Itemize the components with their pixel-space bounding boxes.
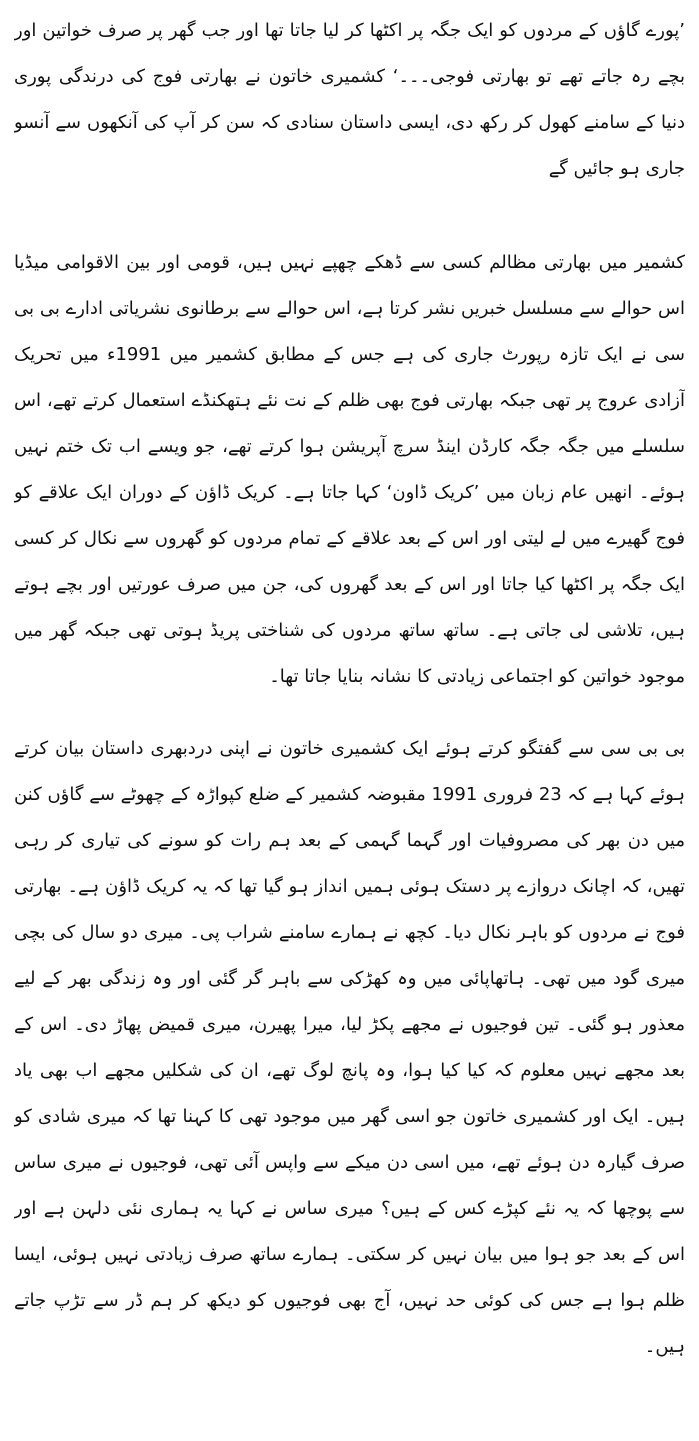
article-intro-paragraph: ’پورے گاؤں کے مردوں کو ایک جگہ پر اکٹھا کر لیا جاتا تھا اور جب گھر پر صرف خواتین اور بچے رہ جاتے تھے تو بھارتی فوجی۔۔۔‘ کشمیری خاتون نے بھارتی فوج کی درندگی پوری دنیا کے سامنے کھول کر رکھ دی، ایسی داستان سنادی کہ سن کر آپ کی آنکھوں سے آنسو جاری ہو جائیں گے bbox=[14, 20, 685, 179]
article-testimony-paragraph: بی بی سی سے گفتگو کرتے ہوئے ایک کشمیری خاتون نے اپنی دردبھری داستان بیان کرتے ہوئے کہا ہے کہ 23 فروری 1991 مقبوضہ کشمیر کے ضلع کپواڑہ کے چھوٹے سے گاؤں کنن میں دن بھر کی مصروفیات اور گہما گہمی کے بعد ہم رات کو سونے کی تیاری کر رہی تھیں، کہ اچانک دروازے پر دستک ہوئی ہمیں انداز ہو گیا تھا کہ یہ کریک ڈاؤن ہے۔ بھارتی فوج نے مردوں کو باہر نکال دیا۔ کچھ نے ہمارے سامنے شراب پی۔ میری دو سال کی بچی میری گود میں تھی۔ ہاتھاپائی میں وہ کھڑکی سے باہر گر گئی اور وہ زندگی بھر کے لیے معذور ہو گئی۔ تین فوجیوں نے مجھے پکڑ لیا، میرا پھیرن، میری قمیض پھاڑ دی۔ اس کے بعد مجھے نہیں معلوم کہ کیا کیا ہوا، وہ پانچ لوگ تھے، ان کی شکلیں مجھے اب بھی یاد ہیں۔ ایک اور کشمیری خاتون جو اسی گھر میں موجود تھی کا کہنا تھا کہ میری شادی کو صرف گیارہ دن ہوئے تھے، میں اسی دن میکے سے واپس آئی تھی، فوجیوں نے میری ساس سے پوچھا کہ یہ نئے کپڑے کس کے ہیں؟ میری ساس نے کہا یہ ہماری نئی دلہن ہے اور اس کے بعد جو ہوا میں بیان نہیں کر سکتی۔ ہمارے ساتھ صرف زیادتی نہیں ہوئی، ایسا ظلم ہوا ہے جس کی کوئی حد نہیں، آج بھی فوجیوں کو دیکھ کر ہم ڈر سے تڑپ جاتے ہیں۔ bbox=[14, 738, 685, 1357]
article-report-paragraph: کشمیر میں بھارتی مظالم کسی سے ڈھکے چھپے نہیں ہیں، قومی اور بین الاقوامی میڈیا اس حوالے سے مسلسل خبریں نشر کرتا ہے، اس حوالے سے برطانوی نشریاتی ادارے بی بی سی نے ایک تازہ رپورٹ جاری کی ہے جس کے مطابق کشمیر میں 1991ء میں تحریک آزادی عروج پر تھی جبکہ بھارتی فوج بھی ظلم کے نت نئے ہتھکنڈے استعمال کرتے تھے، اس سلسلے میں جگہ جگہ کارڈن اینڈ سرچ آپریشن ہوا کرتے تھے، جو ویسے اب تک ختم نہیں ہوئے۔ انھیں عام زبان میں ’کریک ڈاون‘ کہا جاتا ہے۔ کریک ڈاؤن کے دوران ایک علاقے کو فوج گھیرے میں لے لیتی اور اس کے بعد علاقے کے تمام مردوں کو گھروں سے نکال کر کسی ایک جگہ پر اکٹھا کیا جاتا اور اس کے بعد گھروں کی، جن میں صرف عورتیں اور بچے ہوتے ہیں، تلاشی لی جاتی ہے۔ ساتھ ساتھ مردوں کی شناختی پریڈ ہوتی تھی جبکہ گھر میں موجود خواتین کو اجتماعی زیادتی کا نشانہ بنایا جاتا تھا۔ bbox=[14, 252, 685, 687]
